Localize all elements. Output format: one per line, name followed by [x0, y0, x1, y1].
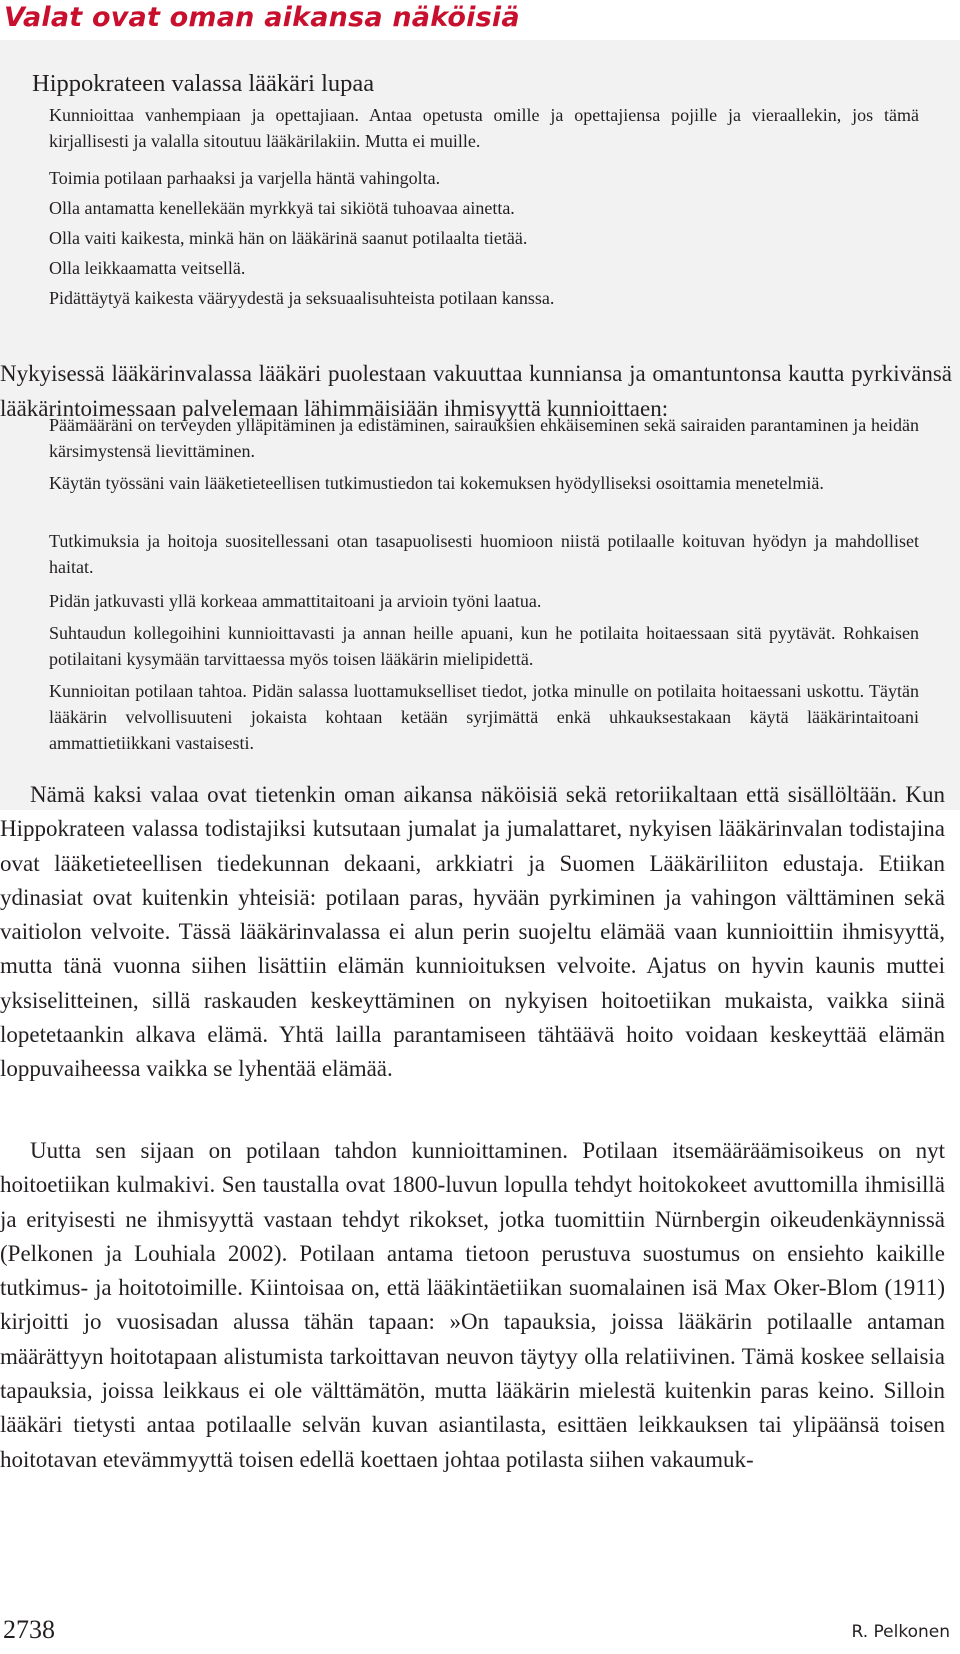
hippocratic-item: Olla leikkaamatta veitsellä. [49, 258, 246, 278]
body-paragraph: Nämä kaksi valaa ovat tietenkin oman aikansa näköisiä sekä retoriikaltaan että sisällöltään. Kun Hippokrateen valassa todistajiksi kutsutaan jumalat ja jumalattaret, nykyisen lääkärinvalan todistajina ovat lääketieteellisen tiedekunnan dekaani, arkkiatri ja Suomen Lääkäriliiton edustaja. Etiikan ydinasiat ovat kuitenkin yhteisiä: potilaan paras, hyvään pyrkiminen ja vahingon välttäminen sekä vaitiolon velvoite. Tässä lääkärinvalassa ei alun perin suojeltu elämää vaan kunnioittiin ihmisyyttä, mutta tänä vuonna siihen lisättiin elämän kunnioituksen velvoite. Ajatus on hyvin kaunis muttei yksiselitteinen, sillä raskauden keskeyttäminen on nykyisen hoitoetiikan mukaista, vaikka siinä lopetetaankin alkava elämä. Yhtä lailla parantamiseen tähtäävä hoito voidaan keskeyttää elämän loppuvaiheessa vaikka se lyhentää elämää. [0, 782, 945, 1082]
modern-oath-item: Käytän työssäni vain lääketieteellisen tutkimustiedon tai kokemuksen hyödylliseksi osoittamia menetelmiä. [49, 473, 824, 493]
page-heading: Valat ovat oman aikansa näköisiä [4, 2, 520, 33]
hippocratic-item: Olla antamatta kenellekään myrkkyä tai sikiötä tuhoavaa ainetta. [49, 198, 515, 218]
modern-oath-item: Pidän jatkuvasti yllä korkeaa ammattitaitoani ja arvioin työni laatua. [49, 591, 542, 611]
modern-oath-item: Tutkimuksia ja hoitoja suositellessani otan tasapuolisesti huomioon niistä potilaalle koituvan hyödyn ja mahdolliset haitat. [49, 531, 919, 577]
hippocratic-item: Pidättäytyä kaikesta vääryydestä ja seksuaalisuhteista potilaan kanssa. [49, 288, 555, 308]
hippocratic-item: Kunnioittaa vanhempiaan ja opettajiaan. Antaa opetusta omille ja opettajiensa pojille ja vieraallekin, jos tämä kirjallisesti ja valalla sitoutuu lääkärilakiin. Mutta ei muille. [49, 105, 919, 151]
modern-oath-title: Nykyisessä lääkärinvalassa lääkäri puolestaan vakuuttaa kunniansa ja omantuntonsa kautta pyrkivänsä lääkärintoimessaan palvelemaan lähimmäisiään ihmisyyttä kunnioittaen: [0, 361, 952, 421]
running-author: R. Pelkonen [851, 1622, 950, 1642]
modern-oath-item: Suhtaudun kollegoihini kunnioittavasti ja annan heille apuani, kun he potilaita hoitaessaan sitä pyytävät. Rohkaisen potilaitani kysymään tarvittaessa myös toisen lääkärin mielipidettä. [49, 623, 919, 669]
modern-oath-item: Päämääräni on terveyden ylläpitäminen ja edistäminen, sairauksien ehkäiseminen sekä sairaiden parantaminen ja heidän kärsimystensä lievittäminen. [49, 415, 919, 461]
page-number: 2738 [3, 1615, 55, 1644]
hippocratic-oath-title: Hippokrateen valassa lääkäri lupaa [32, 70, 375, 97]
hippocratic-item: Toimia potilaan parhaaksi ja varjella häntä vahingolta. [49, 168, 441, 188]
modern-oath-item: Kunnioitan potilaan tahtoa. Pidän salassa luottamukselliset tiedot, jotka minulle on potilaita hoitaessani uskottu. Täytän lääkärin velvollisuuteni jokaista kohtaan ketään syrjimättä enkä uhkauksestakaan käytä lääkärintaitoani ammattietiikkani vastaisesti. [49, 681, 919, 753]
body-paragraph: Uutta sen sijaan on potilaan tahdon kunnioittaminen. Potilaan itsemääräämisoikeus on nyt hoitoetiikan kulmakivi. Sen taustalla ovat 1800-luvun lopulla tehdyt hoitokokeet avuttomilla ihmisillä ja erityisesti ne ihmisyyttä vastaan tehdyt rikokset, jotka tuomittiin Nürnbergin oikeudenkäynnissä (Pelkonen ja Louhiala 2002). Potilaan antama tietoon perustuva suostumus on ensiehto kaikille tutkimus- ja hoitotoimille. Kiintoisaa on, että lääkintäetiikan suomalainen isä Max Oker-Blom (1911) kirjoitti jo vuosisadan alussa tähän tapaan: »On tapauksia, joissa lääkärin potilaalle antaman määrättyyn hoitotapaan alistumista tarkoittavan neuvon täytyy olla relatiivinen. Tämä koskee sellaisia tapauksia, joissa leikkaus ei ole välttämätön, mutta lääkärin mielestä kuitenkin paras keino. Silloin lääkäri tietysti antaa potilaalle selvän kuvan asiantilasta, esittäen leikkauksen tai ylipäänsä toisen hoitotavan etevämmyyttä toisen edellä koettaen johtaa potilasta siihen vakaumuk- [0, 1138, 945, 1472]
hippocratic-item: Olla vaiti kaikesta, minkä hän on lääkärinä saanut potilaalta tietää. [49, 228, 528, 248]
